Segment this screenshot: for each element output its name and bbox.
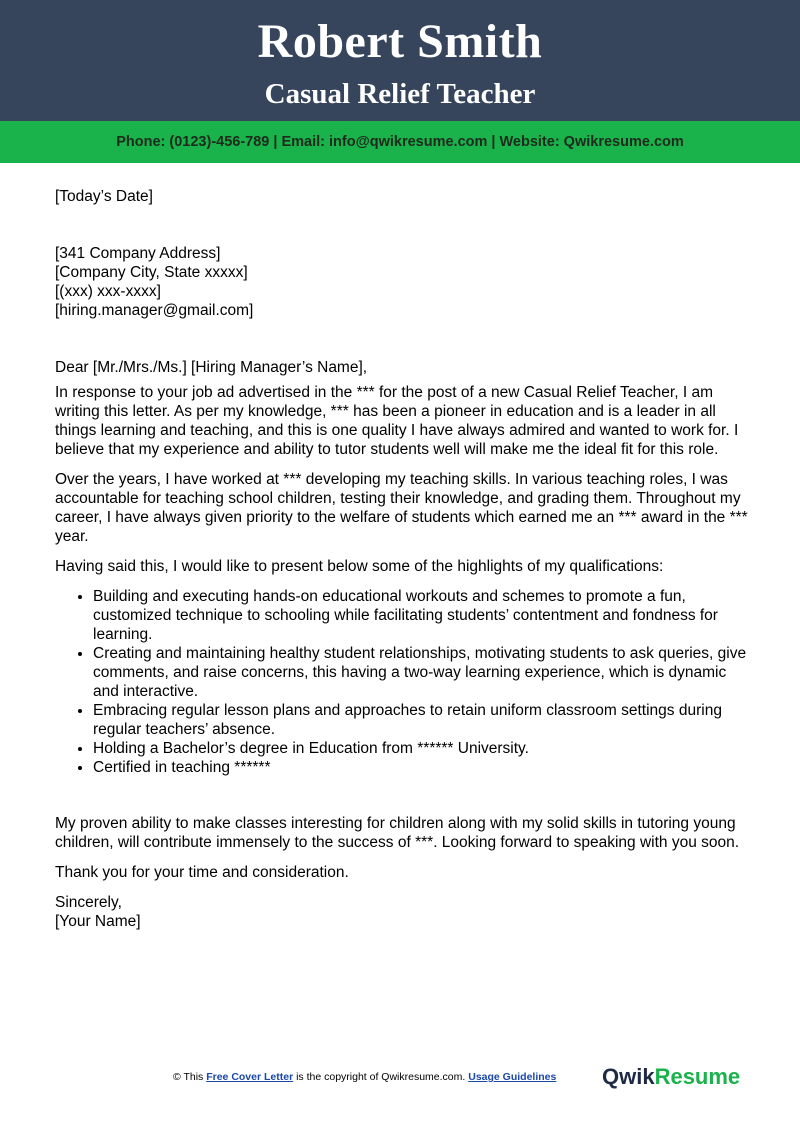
list-item: • Embracing regular lesson plans and approaches to retain uniform classroom settings during regular teachers’ absence. [93, 701, 755, 739]
body-paragraph: Over the years, I have worked at *** developing my teaching skills. In various teaching roles, I was accountable for teaching school children, testing their knowledge, and grading them. Throughout my career, I have always given priority to the welfare of students which earned me an *** award in the *** year. [55, 471, 748, 545]
applicant-name: Robert Smith [257, 15, 543, 68]
logo-part-resume: Resume [654, 1064, 741, 1089]
copyright-prefix: © This [173, 1071, 207, 1083]
body-paragraph: Having said this, I would like to present below some of the highlights of my qualifications: [55, 558, 664, 575]
address-line: [hiring.manager@gmail.com] [55, 302, 254, 319]
recipient-address [55, 244, 755, 320]
body-paragraph: In response to your job ad advertised in the *** for the post of a new Casual Relief Teacher, I am writing this letter. As per my knowledge, *** has been a pioneer in education and is a leader in all things learning and teaching, and this is one quality I have always admired and wanted to work for. I believe that my experience and ability to tutor students well will make me the ideal fit for this role. [55, 384, 739, 458]
qualification-highlights [55, 587, 755, 777]
signature-name: [Your Name] [55, 913, 141, 930]
free-cover-letter-link[interactable]: Free Cover Letter [206, 1071, 294, 1083]
copyright-notice [173, 1070, 556, 1084]
list-item: • Holding a Bachelor’s degree in Education from ****** University. [93, 739, 755, 758]
address-line: [Company City, State xxxxx] [55, 264, 248, 281]
letter-body [55, 187, 755, 931]
contact-line: Phone: (0123)-456-789 | Email: info@qwikresume.com | Website: Qwikresume.com [116, 134, 684, 150]
closing-paragraph: My proven ability to make classes interesting for children along with my solid skills in tutoring young children, will contribute immensely to the success of ***. Looking forward to speaking with you soon. [55, 815, 740, 851]
contact-bar [0, 121, 800, 163]
page-footer [0, 1062, 800, 1092]
usage-guidelines-link[interactable]: Usage Guidelines [468, 1071, 557, 1083]
applicant-role: Casual Relief Teacher [264, 78, 536, 110]
letter-header [0, 0, 800, 121]
logo-part-qwik: Qwik [602, 1064, 655, 1089]
address-line: [341 Company Address] [55, 245, 221, 262]
signature-block [55, 893, 755, 931]
list-item: • Certified in teaching ****** [93, 758, 755, 777]
list-item: • Creating and maintaining healthy student relationships, motivating students to ask queries, give comments, and raise concerns, this having a two-way learning experience, which is dynamic and interactive. [93, 644, 755, 701]
thank-you-line: Thank you for your time and consideration. [55, 864, 349, 881]
letter-date: [Today’s Date] [55, 188, 153, 205]
qwikresume-logo [602, 1062, 740, 1092]
signoff: Sincerely, [55, 894, 122, 911]
address-line: [(xxx) xxx-xxxx] [55, 283, 161, 300]
salutation: Dear [Mr./Mrs./Ms.] [Hiring Manager’s Name], [55, 359, 368, 376]
list-item: • Building and executing hands-on educational workouts and schemes to promote a fun, customized technique to schooling while facilitating students’ contentment and fondness for learning. [93, 587, 755, 644]
copyright-middle: is the copyright of Qwikresume.com. [293, 1071, 469, 1083]
